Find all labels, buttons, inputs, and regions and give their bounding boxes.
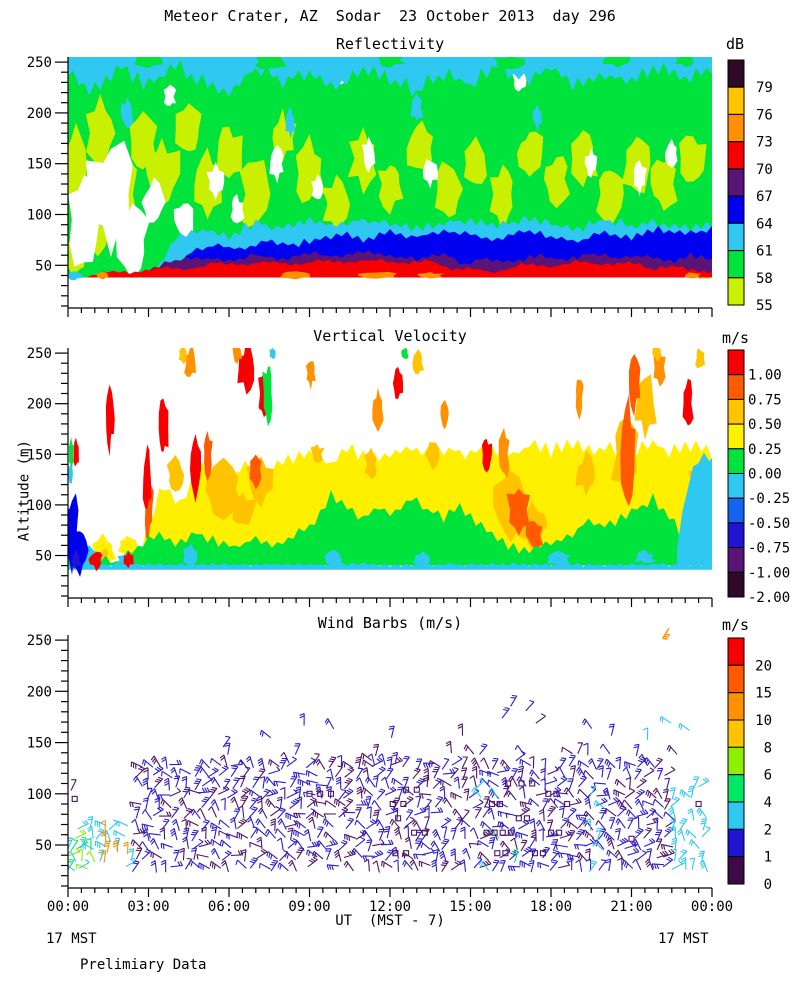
footer-note: Prelimiary Data	[80, 957, 207, 973]
colorbar-label: 0.00	[748, 466, 782, 483]
colorbar-label: 15	[755, 685, 772, 702]
colorbar-label: -1.00	[748, 565, 791, 582]
colorbar-label: 70	[756, 161, 773, 178]
y-tick-label: 50	[35, 548, 52, 565]
x-tick-label: 06:00	[207, 899, 251, 915]
colorbar-label: 6	[763, 767, 772, 784]
colorbar-label: 1.00	[748, 367, 782, 384]
y-axis-label: Altitude (m)	[16, 440, 33, 542]
colorbar-label: 0.25	[748, 441, 782, 458]
x-tick-label: 12:00	[368, 899, 412, 915]
y-tick-label: 200	[26, 684, 52, 701]
colorbar-label: 61	[756, 243, 773, 260]
footer-right-time: 17 MST	[658, 931, 709, 947]
panel-title-vertical-velocity: Vertical Velocity	[313, 327, 467, 345]
y-tick-label: 100	[26, 786, 52, 803]
vertical-velocity-contour-field	[66, 340, 712, 578]
colorbar-label: -2.00	[748, 590, 791, 606]
panel-title-wind-barbs: Wind Barbs (m/s)	[317, 614, 463, 632]
colorbar-2	[728, 350, 790, 606]
colorbar-label: 0.75	[748, 392, 782, 409]
y-tick-label: 200	[26, 105, 52, 122]
colorbar-label: 1	[763, 849, 772, 866]
colorbar-title-db: dB	[726, 35, 745, 53]
y-tick-label: 200	[26, 396, 52, 413]
colorbar-label: -0.25	[748, 491, 791, 508]
y-tick-label: 100	[26, 207, 52, 224]
colorbar-label: -0.75	[748, 540, 791, 557]
colorbar-label: 55	[756, 298, 773, 314]
colorbar-label: 67	[756, 189, 773, 206]
x-tick-label: 00:00	[690, 899, 734, 915]
colorbar-label: 58	[756, 270, 773, 287]
colorbar-label: 76	[756, 107, 773, 124]
colorbar-label: 10	[755, 713, 772, 729]
x-tick-label: 09:00	[288, 899, 331, 915]
colorbar-label: 0	[763, 877, 772, 893]
y-tick-label: 100	[26, 497, 52, 514]
reflectivity-contour-field	[63, 50, 712, 280]
colorbar-label: 64	[756, 216, 773, 233]
x-tick-label: 21:00	[610, 899, 653, 915]
colorbar-label: 8	[763, 740, 772, 757]
y-tick-label: 150	[26, 156, 52, 173]
colorbar-title-ms-2: m/s	[722, 616, 750, 634]
page-title: Meteor Crater, AZ Sodar 23 October 2013 day 296	[164, 7, 616, 25]
x-tick-label: 03:00	[127, 899, 170, 915]
y-tick-label: 250	[26, 633, 52, 650]
y-tick-label: 250	[26, 55, 52, 72]
colorbar-label: 20	[755, 658, 772, 675]
colorbar-label: 73	[756, 134, 773, 151]
colorbar-label: 4	[763, 795, 772, 811]
y-tick-label: 150	[26, 735, 52, 752]
x-tick-label: 15:00	[449, 899, 492, 915]
y-tick-label: 50	[35, 838, 52, 854]
y-tick-label: 250	[26, 346, 52, 363]
panel-title-reflectivity: Reflectivity	[335, 35, 445, 53]
colorbar-title-ms-1: m/s	[722, 329, 750, 347]
y-tick-label: 50	[35, 258, 52, 275]
colorbar-3	[728, 638, 772, 893]
colorbar-1	[728, 60, 773, 314]
footer-left-time: 17 MST	[46, 931, 97, 947]
x-axis-label: UT (MST - 7)	[335, 913, 445, 929]
wind-barbs-field	[64, 696, 710, 873]
x-tick-label: 18:00	[529, 899, 573, 915]
y-tick-label: 150	[26, 447, 52, 464]
x-tick-label: 00:00	[46, 899, 90, 915]
colorbar-label: 2	[763, 822, 772, 839]
colorbar-label: -0.50	[748, 515, 791, 532]
colorbar-label: 0.50	[748, 417, 782, 434]
colorbar-label: 79	[756, 80, 773, 97]
